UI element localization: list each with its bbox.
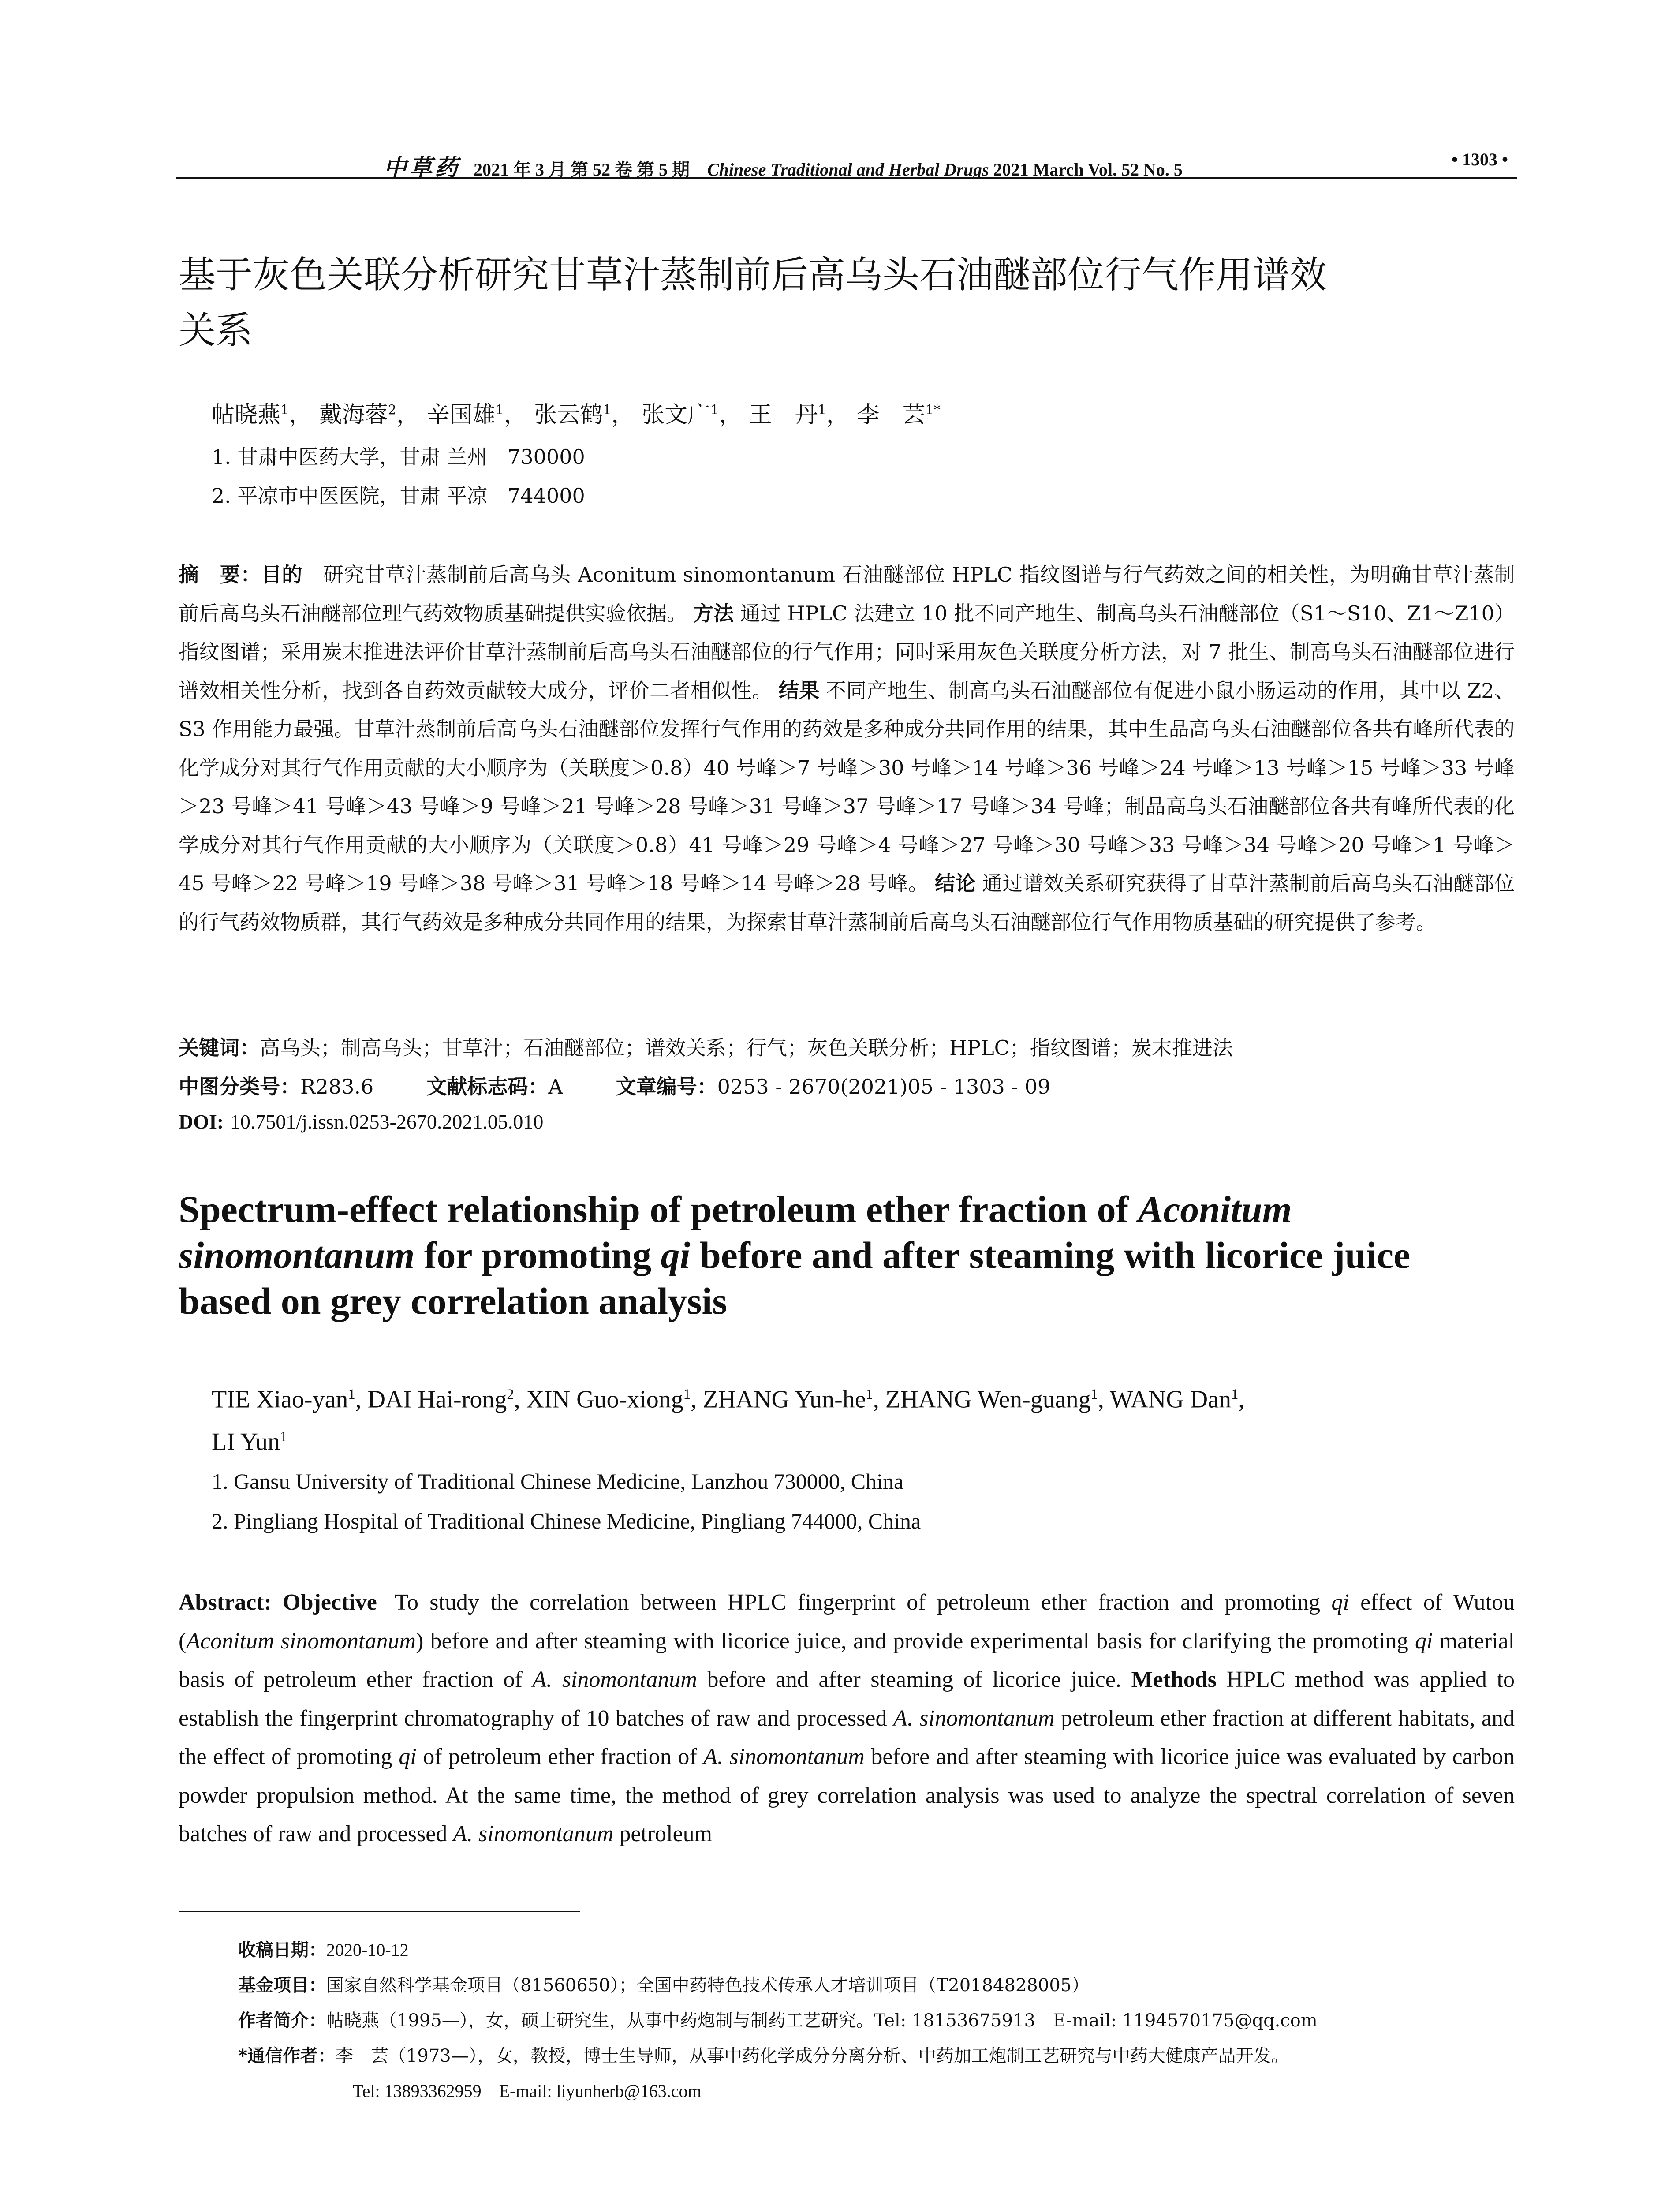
footnote-received	[238, 1936, 409, 1961]
title-en-part: for promoting	[414, 1234, 661, 1276]
issue-cn: 2021 年 3 月 第 52 卷 第 5 期	[474, 160, 690, 179]
clc-label: 中图分类号：	[179, 1075, 300, 1099]
articleno-value: 0253 - 2670(2021)05 - 1303 - 09	[717, 1075, 1051, 1099]
doi-label: DOI:	[179, 1110, 224, 1133]
author-bio-label: 作者简介：	[238, 2011, 326, 2031]
author-en-sup: 1	[683, 1387, 691, 1402]
conclusion-cn-text: 通过谱效关系研究获得了甘草汁蒸制前后高乌头石油醚部位的行气药效物质群，其行气药效是多种成分共同作用的结果，为探索甘草汁蒸制前后高乌头石油醚部位行气作用物质基础的研究提供了参考。	[179, 871, 1515, 934]
author-cn-sup: 2	[388, 402, 396, 418]
author-en: DAI Hai-rong	[367, 1386, 507, 1413]
title-en-part: before and after steaming with licorice juice based on grey correlation analysis	[179, 1234, 1411, 1322]
authors-cn: 帖晓燕$^1$， 戴海蓉$^2$， 辛国雄$^1$， 张云鹤$^1$， 张文广$^1$， 王 丹$^1$， 李 芸$^{1*}$	[212, 402, 941, 428]
footnote-rule	[179, 1911, 580, 1912]
author-en: XIN Guo-xiong	[526, 1386, 683, 1413]
abstract-en-text: effect of Wutou (	[179, 1590, 1515, 1654]
methods-cn-label: 方法	[693, 601, 734, 625]
author-en-sup: 2	[507, 1387, 514, 1402]
author-en: TIE Xiao-yan	[212, 1386, 348, 1413]
articleno-label: 文章编号：	[616, 1075, 717, 1099]
keywords-cn-value: 高乌头；制高乌头；甘草汁；石油醚部位；谱效关系；行气；灰色关联分析；HPLC；指纹图谱；炭末推进法	[260, 1036, 1233, 1060]
title-en-italic: qi	[661, 1234, 691, 1276]
author-en: ZHANG Yun-he	[703, 1386, 866, 1413]
journal-name-en: Chinese Traditional and Herbal Drugs	[707, 160, 989, 179]
abstract-en-text: petroleum	[613, 1821, 713, 1846]
author-en: LI Yun	[212, 1428, 280, 1456]
abstract-en-italic: qi	[1331, 1590, 1349, 1615]
author-cn: 张云鹤	[534, 402, 603, 428]
page-number: • 1303 •	[1451, 149, 1508, 169]
authors-en: TIE Xiao-yan$^1$, DAI Hai-rong$^2$, XIN Guo-xiong$^1$, ZHANG Yun-$he^1$, ZHANG Wen-guang$^1$, WANG Dan$^1$, LI Yun$^1$	[212, 1386, 1245, 1456]
header-rule	[176, 177, 1517, 179]
affiliation-en-1: 1. Gansu University of Traditional Chinese Medicine, Lanzhou 730000, China	[212, 1469, 904, 1494]
author-bio-value: 帖晓燕（1995—），女，硕士研究生，从事中药炮制与制药工艺研究。Tel: 18153675913 E-mail: 1194570175@qq.com	[326, 2011, 1318, 2031]
author-cn-sup: 1	[495, 402, 504, 418]
abstract-en	[179, 1583, 1515, 1854]
abstract-en-italic: A. sinomontanum	[703, 1744, 865, 1769]
corresponding-contact: Tel: 13893362959 E-mail: liyunherb@163.com	[353, 2081, 702, 2101]
journal-name-cn: 中草药	[384, 156, 461, 181]
keywords-cn	[179, 1032, 1233, 1061]
classification-line	[179, 1071, 1050, 1100]
author-en-sup: 1	[280, 1428, 287, 1445]
abstract-en-italic: A. sinomontanum	[893, 1705, 1055, 1731]
abstract-en-text: of petroleum ether fraction of	[416, 1744, 704, 1769]
methods-en-label: Methods	[1131, 1667, 1217, 1692]
doi-value: 10.7501/j.issn.0253-2670.2021.05.010	[230, 1110, 544, 1133]
author-en: WANG Dan	[1109, 1386, 1232, 1413]
author-cn-sup: 1	[603, 402, 612, 418]
received-value: 2020-10-12	[326, 1940, 409, 1960]
abstract-en-label: Abstract:	[179, 1590, 272, 1615]
affiliation-cn-1: 1. 甘肃中医药大学，甘肃 兰州 730000	[212, 445, 585, 469]
abstract-en-text: material basis of petroleum ether fraction of	[179, 1628, 1515, 1692]
footnote-author	[238, 2007, 1318, 2032]
abstract-en-italic: A. sinomontanum	[453, 1821, 614, 1846]
title-cn-line-1: 基于灰色关联分析研究甘草汁蒸制前后高乌头石油醚部位行气作用谱效	[179, 253, 1327, 296]
objective-cn-text: 研究甘草汁蒸制前后高乌头 Aconitum sinomontanum 石油醚部位 HPLC 指纹图谱与行气药效之间的相关性，为明确甘草汁蒸制前后高乌头石油醚部位理气药效物质基础提供实验依据。	[179, 563, 1515, 625]
title-cn	[179, 247, 1501, 358]
abstract-en-italic: qi	[399, 1744, 417, 1769]
methods-cn-text: 通过 HPLC 法建立 10 批不同产地生、制高乌头石油醚部位（S1～S10、Z1～Z10）指纹图谱；采用炭末推进法评价甘草汁蒸制前后高乌头石油醚部位的行气作用；同时采用灰色关联度分析方法，对 7 批生、制高乌头石油醚部位进行谱效相关性分析，找到各自药效贡献较大成分，评价二者相似性。	[179, 601, 1515, 703]
abstract-en-italic: Aconitum sinomontanum	[186, 1628, 416, 1654]
running-header	[176, 146, 1517, 181]
author-cn-sup: 1*	[925, 402, 941, 418]
author-cn-sup: 1	[818, 402, 826, 418]
title-cn-line-2: 关系	[179, 309, 253, 352]
author-cn-sup: 1	[710, 402, 719, 418]
footnote-corresponding-contact	[353, 2077, 702, 2102]
abstract-en-text: To study the correlation between HPLC fingerprint of petroleum ether fraction and promoting	[394, 1590, 1332, 1615]
affiliation-cn-2: 2. 平凉市中医医院，甘肃 平凉 744000	[212, 484, 585, 508]
objective-en-label: Objective	[283, 1590, 377, 1615]
results-cn-label: 结果	[778, 678, 820, 703]
abstract-en-italic: A. sinomontanum	[532, 1667, 697, 1692]
author-cn: 王 丹	[749, 402, 818, 428]
received-label: 收稿日期：	[238, 1940, 326, 1960]
fund-value: 国家自然科学基金项目（81560650）；全国中药特色技术传承人才培训项目（T20184828005）	[326, 1975, 1090, 1996]
corresponding-label: *通信作者：	[238, 2046, 336, 2066]
author-en-sup: 1	[866, 1387, 873, 1402]
doi-line	[179, 1110, 543, 1133]
abstract-cn-label: 摘 要：	[179, 563, 261, 587]
keywords-cn-label: 关键词：	[179, 1036, 260, 1060]
affiliation-en-2: 2. Pingliang Hospital of Traditional Chinese Medicine, Pingliang 744000, China	[212, 1509, 921, 1533]
doccode-label: 文献标志码：	[426, 1075, 549, 1099]
author-cn: 帖晓燕	[212, 402, 281, 428]
author-cn-sup: 1	[280, 402, 289, 418]
conclusion-cn-label: 结论	[935, 871, 976, 895]
abstract-en-italic: qi	[1415, 1628, 1433, 1654]
title-en-part: Spectrum-effect relationship of petroleum ether fraction of	[179, 1188, 1138, 1230]
author-en: ZHANG Wen-guang	[885, 1386, 1091, 1413]
fund-label: 基金项目：	[238, 1975, 326, 1996]
results-cn-text: 不同产地生、制高乌头石油醚部位有促进小鼠小肠运动的作用，其中以 Z2、S3 作用能力最强。甘草汁蒸制前后高乌头石油醚部位发挥行气作用的药效是多种成分共同作用的结果，其中生品高乌头石油醚部位各共有峰所代表的化学成分对其行气作用贡献的大小顺序为（关联度＞0.8）40 号峰＞7 号峰＞30 号峰＞14 号峰＞36 号峰＞24 号峰＞13 号峰＞15 号峰＞33 号峰＞23 号峰＞41 号峰＞43 号峰＞9 号峰＞21 号峰＞28 号峰＞31 号峰＞37 号峰＞17 号峰＞34 号峰；制品高乌头石油醚部位各共有峰所代表的化学成分对其行气作用贡献的大小顺序为（关联度＞0.8）41 号峰＞29 号峰＞4 号峰＞27 号峰＞30 号峰＞33 号峰＞34 号峰＞20 号峰＞1 号峰＞45 号峰＞22 号峰＞19 号峰＞38 号峰＞31 号峰＞18 号峰＞14 号峰＞28 号峰。	[179, 678, 1515, 895]
abstract-cn	[179, 556, 1515, 942]
footnote-corresponding	[238, 2042, 1289, 2067]
abstract-en-text: HPLC method was applied to establish the fingerprint chromatography of 10 batches of raw and processed	[179, 1667, 1515, 1731]
title-en	[179, 1186, 1501, 1324]
objective-cn-label: 目的	[261, 563, 303, 587]
author-en-sup: 1	[348, 1387, 355, 1402]
footnote-fund	[238, 1971, 1089, 1996]
author-cn: 张文广	[641, 402, 710, 428]
issue-en: 2021 March Vol. 52 No. 5	[993, 160, 1183, 179]
author-en-sup: 1	[1231, 1387, 1239, 1402]
author-cn: 辛国雄	[426, 402, 496, 428]
author-cn: 李 芸	[856, 402, 926, 428]
doccode-value: A	[548, 1075, 563, 1099]
author-en-sup: 1	[1090, 1387, 1098, 1402]
abstract-en-text: before and after steaming with licorice juice was evaluated by carbon powder propulsion method. At the same time, the method of grey correlation analysis was used to analyze the spectral correlation of seven batches of raw and processed	[179, 1744, 1515, 1846]
abstract-en-text: petroleum ether fraction at different habitats, and the effect of promoting	[179, 1705, 1515, 1769]
corresponding-value: 李 芸（1973—），女，教授，博士生导师，从事中药化学成分分离分析、中药加工炮制工艺研究与中药大健康产品开发。	[335, 2046, 1289, 2066]
abstract-en-text: before and after steaming of licorice juice.	[697, 1667, 1131, 1692]
abstract-en-text: ) before and after steaming with licorice juice, and provide experimental basis for clarifying the promoting	[416, 1628, 1415, 1654]
title-en-italic: Aconitum sinomontanum	[179, 1188, 1292, 1276]
author-cn: 戴海蓉	[319, 402, 388, 428]
clc-value: R283.6	[300, 1075, 374, 1099]
